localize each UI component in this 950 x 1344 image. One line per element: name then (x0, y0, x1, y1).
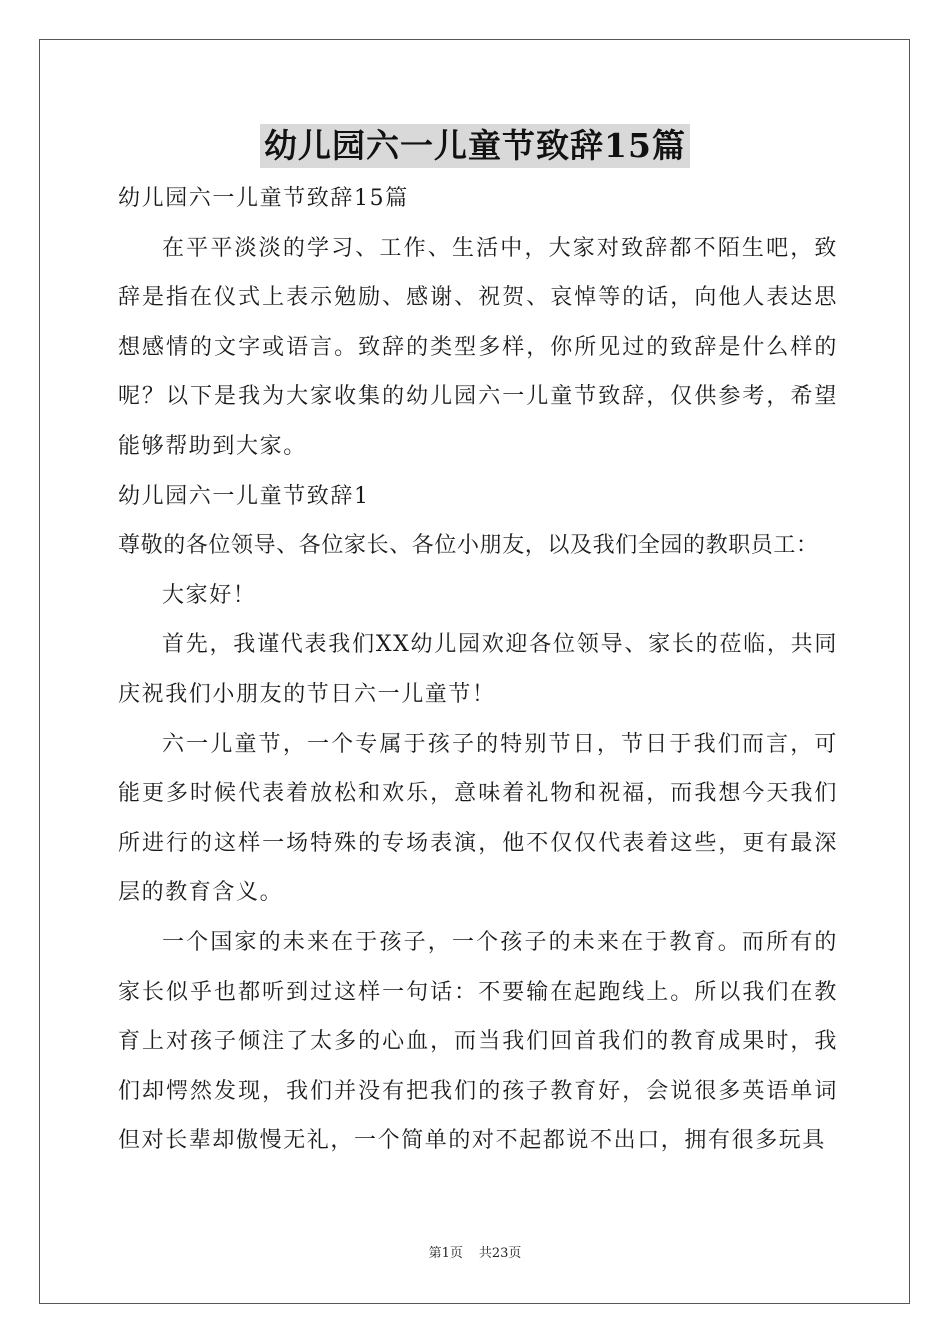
body-paragraph: 首先，我谨代表我们XX幼儿园欢迎各位领导、家长的莅临，共同庆祝我们小朋友的节日六一儿童节！ (118, 632, 838, 707)
title-container (0, 124, 950, 168)
salutation-line: 尊敬的各位领导、各位家长、各位小朋友，以及我们全园的教职员工： (118, 533, 819, 559)
body-paragraph: 六一儿童节，一个专属于孩子的特别节日，节日于我们而言，可能更多时候代表着放松和欢乐，意味着礼物和祝福，而我想今天我们所进行的这样一场特殊的专场表演，他不仅仅代表着这些，更有最深层的教育含义。 (118, 731, 838, 906)
document-body (118, 174, 838, 1166)
subtitle-line: 幼儿园六一儿童节致辞15篇 (118, 186, 409, 211)
section-heading: 幼儿园六一儿童节致辞1 (118, 483, 370, 509)
document-title: 幼儿园六一儿童节致辞15篇 (260, 124, 690, 168)
page-footer (0, 1245, 950, 1263)
intro-paragraph: 在平平淡淡的学习、工作、生活中，大家对致辞都不陌生吧，致辞是指在仪式上表示勉励、感谢、祝贺、哀悼等的话，向他人表达思想感情的文字或语言。致辞的类型多样，你所见过的致辞是什么样的呢？以下是我为大家收集的幼儿园六一儿童节致辞，仅供参考，希望能够帮助到大家。 (118, 235, 838, 459)
page-total: 共23页 (478, 1246, 522, 1261)
page-number: 第1页 (428, 1246, 463, 1261)
greeting-line: 大家好！ (162, 582, 257, 608)
body-paragraph: 一个国家的未来在于孩子，一个孩子的未来在于教育。而所有的家长似乎也都听到过这样一句话：不要输在起跑线上。所以我们在教育上对孩子倾注了太多的心血，而当我们回首我们的教育成果时，我们却愕然发现，我们并没有把我们的孩子教育好，会说很多英语单词但对长辈却傲慢无礼，一个简单的对不起都说不出口，拥有很多玩具 (118, 929, 838, 1154)
